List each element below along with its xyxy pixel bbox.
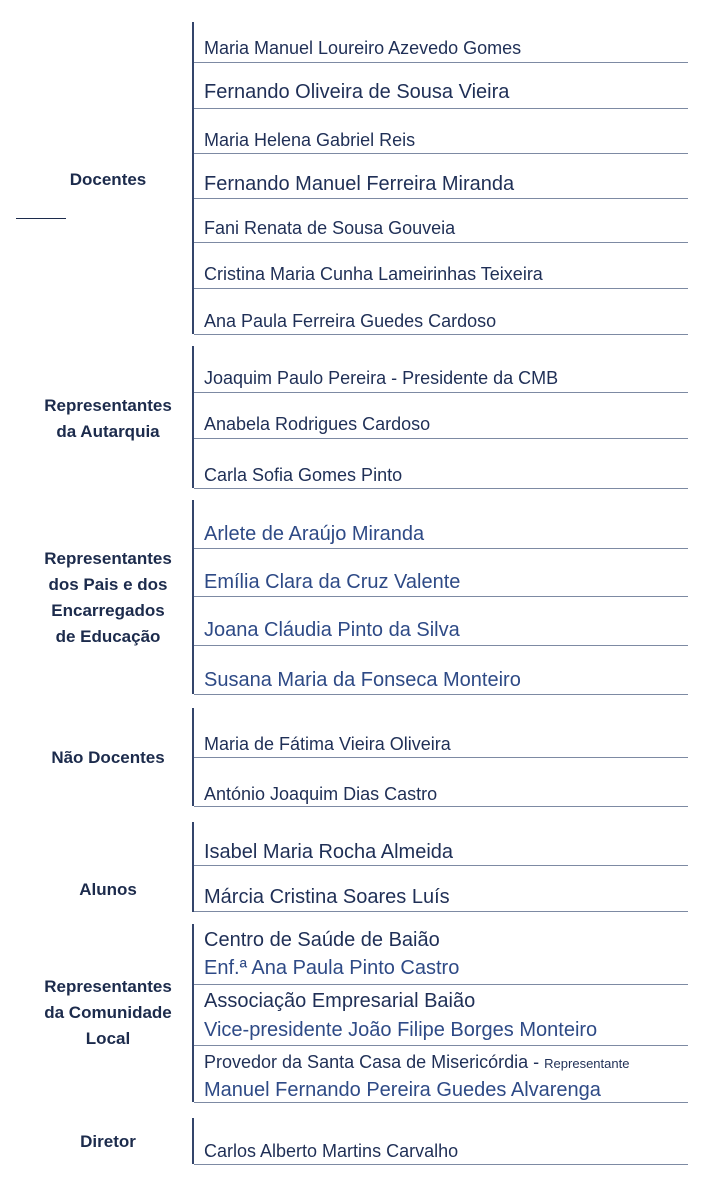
row-separator bbox=[194, 62, 688, 63]
group-label-autarquia bbox=[20, 393, 196, 445]
member-name: António Joaquim Dias Castro bbox=[204, 784, 438, 804]
group-label-line: de Educação bbox=[55, 627, 161, 646]
group-label-pais bbox=[20, 546, 196, 650]
row-separator bbox=[194, 984, 688, 985]
member-name: Emília Clara da Cruz Valente bbox=[204, 571, 461, 593]
group-label-comunidade bbox=[20, 974, 196, 1052]
group-label-line: Representantes bbox=[44, 396, 172, 415]
row-separator bbox=[194, 596, 688, 597]
row-separator bbox=[194, 288, 688, 289]
group-label-diretor: Diretor bbox=[80, 1132, 136, 1151]
member-name: Maria Manuel Loureiro Azevedo Gomes bbox=[204, 38, 522, 58]
group-label-line: da Comunidade bbox=[44, 1003, 172, 1022]
group-label-line: da Autarquia bbox=[56, 422, 160, 441]
member-name: Arlete de Araújo Miranda bbox=[204, 523, 425, 545]
row-separator bbox=[194, 548, 688, 549]
row-separator bbox=[194, 757, 688, 758]
row-separator bbox=[194, 1102, 688, 1103]
row-separator bbox=[194, 911, 688, 912]
row-separator bbox=[194, 645, 688, 646]
row-separator bbox=[194, 438, 688, 439]
group-label-docentes: Docentes bbox=[69, 170, 147, 189]
entry-person: Manuel Fernando Pereira Guedes Alvarenga bbox=[204, 1079, 601, 1101]
member-name: Carla Sofia Gomes Pinto bbox=[204, 465, 403, 485]
member-name: Joaquim Paulo Pereira - Presidente da CMB bbox=[204, 368, 559, 388]
row-separator bbox=[194, 488, 688, 489]
member-name: Fani Renata de Sousa Gouveia bbox=[204, 218, 456, 238]
row-separator bbox=[194, 108, 688, 109]
group-label-alunos: Alunos bbox=[79, 880, 137, 899]
member-name: Isabel Maria Rocha Almeida bbox=[204, 841, 454, 863]
entry-organization bbox=[204, 1053, 629, 1071]
group-label-nao-docentes: Não Docentes bbox=[51, 748, 165, 767]
member-name: Márcia Cristina Soares Luís bbox=[204, 886, 450, 908]
entry-organization: Associação Empresarial Baião bbox=[204, 990, 476, 1012]
member-name: Susana Maria da Fonseca Monteiro bbox=[204, 669, 521, 691]
row-separator bbox=[194, 865, 688, 866]
member-name: Ana Paula Ferreira Guedes Cardoso bbox=[204, 311, 497, 331]
row-separator bbox=[194, 198, 688, 199]
group-label-line: Local bbox=[85, 1029, 131, 1048]
entry-organization-suffix: Representante bbox=[544, 1056, 630, 1071]
row-separator bbox=[194, 1164, 688, 1165]
row-separator bbox=[194, 334, 688, 335]
member-name: Maria Helena Gabriel Reis bbox=[204, 130, 416, 150]
member-name: Fernando Manuel Ferreira Miranda bbox=[204, 173, 515, 195]
entry-organization-main: Provedor da Santa Casa de Misericórdia - bbox=[204, 1052, 545, 1072]
member-name: Carlos Alberto Martins Carvalho bbox=[204, 1141, 459, 1161]
member-name: Cristina Maria Cunha Lameirinhas Teixeira bbox=[204, 264, 543, 284]
member-name: Joana Cláudia Pinto da Silva bbox=[204, 619, 460, 641]
entry-person: Enf.ª Ana Paula Pinto Castro bbox=[204, 957, 460, 979]
member-name: Fernando Oliveira de Sousa Vieira bbox=[204, 81, 510, 103]
group-label-line: Representantes bbox=[44, 549, 172, 568]
row-separator bbox=[194, 694, 688, 695]
row-separator bbox=[194, 242, 688, 243]
member-name: Anabela Rodrigues Cardoso bbox=[204, 414, 431, 434]
row-separator bbox=[194, 392, 688, 393]
member-name: Maria de Fátima Vieira Oliveira bbox=[204, 734, 451, 754]
row-separator bbox=[194, 153, 688, 154]
entry-organization: Centro de Saúde de Baião bbox=[204, 929, 440, 951]
entry-person: Vice-presidente João Filipe Borges Monteiro bbox=[204, 1019, 598, 1041]
group-label-line: Encarregados bbox=[51, 601, 165, 620]
short-rule bbox=[16, 218, 66, 219]
row-separator bbox=[194, 1045, 688, 1046]
group-label-line: Representantes bbox=[44, 977, 172, 996]
group-label-line: dos Pais e dos bbox=[48, 575, 168, 594]
row-separator bbox=[194, 806, 688, 807]
